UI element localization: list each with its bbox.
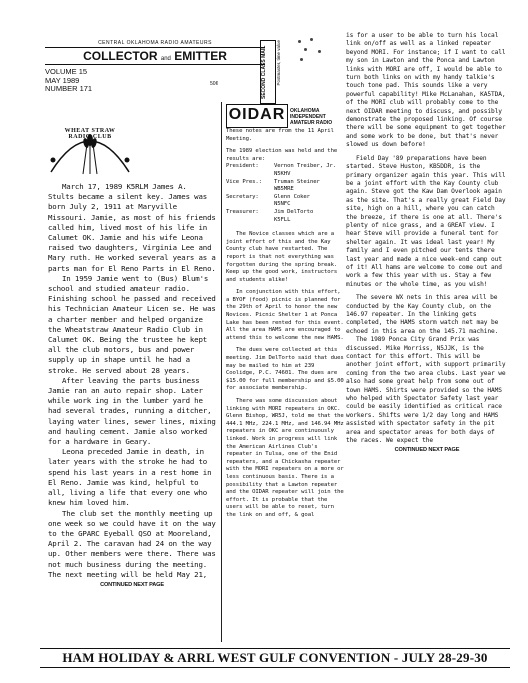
- price: 50¢: [210, 81, 219, 87]
- column-oidar-notes: [226, 128, 344, 520]
- officer-name: Jim DelTorto: [274, 208, 314, 215]
- mail-label: SECOND CLASS MAIL: [261, 45, 267, 99]
- officer-name: Vernon Treiber, Jr.: [274, 163, 337, 170]
- column-silent-key: [48, 182, 216, 590]
- paragraph: The Novice classes which are a joint effort of this and the Kay County club have restarted. The report is that not everything was forgotten during the spring break. Keep up the good work, instructors and students alike!: [226, 231, 338, 283]
- issue-number: NUMBER 171: [45, 84, 93, 93]
- officer-role: Vice Pres.:: [226, 178, 262, 185]
- postmark-notice: [276, 40, 290, 90]
- paragraph: The club set the monthly meeting up one week so we could have it on the way to the GPARC Eyeball QSO at Mooreland, April 2. The caravan had 24 on the way up. Other members were there. There was not much business during the meeting. The next meeting will be held May 21,: [48, 508, 216, 579]
- masthead: [45, 40, 265, 92]
- paragraph: is for a user to be able to turn his local link on/off as well as a linked repeater beyond MORI. For instance; if I want to call my son in Lawton and the Ponca and Lawton links with MORI are off, I would be able to turn both links on with my handy talkie's touch tone pad. This sounds like a very powerful capability! Mike McLanahan, KA5TDA, of the MORI club will probably come to the next OIDAR meeting to discuss, and possibly demonstrate the proposed linking. Of course there will be some equipment to get together and some work to be done, but that's never slowed us down before!: [346, 32, 506, 149]
- paragraph: Leona preceded Jamie in death, in later years with the stroke he had to spend his last years in a rest home in El Reno. Jamie was kind, helpful to all, living a life that every one who knew him loved him.: [48, 447, 212, 508]
- oidar-subtitle: [290, 108, 346, 126]
- paragraph: March 17, 1989 K5RLM James A. Stults became a silent key. James was born July 2, 1911 at Maryville Missouri. Jamie, as most of his friends called him, lived most of his life in Calumet OK. Jamie and his wife Leona raised two daughters, Virginia Lee and Mary ruth. He worked several years as a parts man for El Reno Parts in El Reno.: [48, 182, 216, 273]
- title-and: and: [160, 56, 171, 62]
- wheatstraw-logo-text: WHEAT STRAW RADIO CLUB: [64, 128, 116, 140]
- oidar-logo: [226, 104, 346, 126]
- election-heading: The 1989 election was held and the results are:: [226, 148, 338, 162]
- convention-banner: HAM HOLIDAY & ARRL WEST GULF CONVENTION - JULY 28-29-30: [40, 648, 510, 668]
- issue-date: MAY 1989: [45, 75, 80, 85]
- officer-role: Treasurer:: [226, 208, 259, 215]
- masthead-top-line: CENTRAL OKLAHOMA RADIO AMATEURS: [98, 40, 212, 46]
- column-continued-notes: [346, 32, 508, 454]
- masthead-title: [45, 47, 265, 65]
- officer-call: K5FLL: [274, 216, 291, 223]
- paragraph: The dues were collected at this meeting. Jim DelTorto said that dues may be mailed to him at 239 Coolidge, P.C. 74601. The dues are $15.00 for full membership and $5.00 for associate membership.: [226, 347, 344, 392]
- oidar-wordmark: OIDAR: [226, 104, 288, 128]
- paragraph: Field Day '89 preparations have been started. Steve Huston, KB5DDR, is the primary organizer again this year. This will be a joint effort with the Kay County club again. Steve got the Kaw Dam Overlook again as the site. That's a really great Field Day site, high on a hill, where you can catch the breeze, if there is one at all. There's plenty of nice grass, and a GREAT view. I hear Steve will provide a funeral tent for shelter again. It was ideal last year! My family and I even pitched our tents there last year and made a nice week-end camp out of it! All hams are welcome to come out and work a few this year with us. Stay a few minutes or the whole time, as you wish!: [346, 154, 506, 288]
- second-class-mail-box: [260, 40, 276, 104]
- continued-next-page: CONTINUED NEXT PAGE: [100, 581, 164, 588]
- paragraph: In conjunction with this effort, a BYOF (food) picnic is planned for the 29th of April to honor the new Novices. Picnic Shelter 1 at Ponca Lake has been rented for this event. All the area HAMS are encouraged to attend this to welcome the new HAMS.: [226, 289, 344, 341]
- intro: These notes are from the 11 April Meeting.: [226, 128, 334, 142]
- officer-name: Truman Steiner: [274, 178, 320, 185]
- officer-role: Secretary:: [226, 193, 259, 200]
- paragraph: The 1989 Ponca City Grand Prix was discussed. Mike Morriss, N5JJK, is the contact for this effort. This will be another joint effort, with support primarily coming from the two area clubs. Last year we also had some great help from some out of town HAMS. Shirts were provided so the HAMS who helped with Spectator Safety last year could be easily identified as critical race workers. Shifts were 1/2 day long and HAMS assisted with spectator safety in the pit area and spectator areas for both days of the races. We expect the: [346, 336, 506, 445]
- officer-call: WB5MRE: [274, 186, 294, 193]
- officer-name: Glenn Coker: [274, 193, 310, 200]
- paragraph: There was some discussion about linking with MORI repeaters in OKC. Glenn Bishop, WR5J, told me that the 444.1 MHz, 224.1 MHz, and 146.94 MHz repeaters in OKC are continuously linked. Work in progress will link the American Airlines Club's repeater in Tulsa, one of the Enid repeaters, and a Chickasha repeater with the MORI repeaters on a more or less continuous basis. There is a possibility that a Lawton repeater and the OIDAR repeater will join the effort. It is probable that the users will be able to reset, turn the link on and off, & goal: [226, 398, 344, 518]
- wheatstraw-logo-icon: [45, 116, 135, 176]
- paragraph: In 1959 Jamie went to (Bus) Blum's school and studied amateur radio. Finishing school he passed and received his Technician Amateur Licen se. He was a charter member and helped organize the Wheatstraw Amateur Radio Club in Calumet OK. Being the trustee he kept all the club motors, bus and power supply up in shape until he had a stroke. He served about 28 years.: [48, 273, 216, 375]
- postmark-text: Postmaster, time value: [276, 40, 281, 86]
- issue-info: [45, 68, 265, 94]
- continued-next-page: CONTINUED NEXT PAGE: [394, 446, 460, 453]
- title-emitter: EMITTER: [174, 49, 227, 63]
- column-divider: [221, 102, 222, 642]
- scan-marks: [294, 36, 334, 66]
- oidar-subtitle-line2: AMATEUR RADIO: [290, 120, 333, 126]
- officer-call: N5KHV: [274, 170, 291, 177]
- officers-list: [226, 163, 344, 224]
- paragraph: After leaving the parts business Jamie ran an auto repair shop. Later while work ing in the lumber yard he had several trades, running a ditcher, laying water lines, sewer lines, mixing and hauling cement. Jamie also worked for a hardware in Geary.: [48, 375, 216, 447]
- officer-call: N5NFC: [274, 201, 291, 208]
- oidar-subtitle-line1: OKLAHOMA INDEPENDENT: [290, 108, 326, 120]
- volume: VOLUME 15: [45, 67, 88, 76]
- officer-role: President:: [226, 163, 259, 170]
- paragraph: The severe WX nets in this area will be conducted by the Kay County club, on the 146.97 repeater. In the linking gets completed, the HAMS storm watch net may be echoed in this area on the 145.71 machine.: [346, 294, 499, 335]
- wheatstraw-club-logo: [45, 116, 135, 176]
- title-collector: COLLECTOR: [83, 49, 158, 63]
